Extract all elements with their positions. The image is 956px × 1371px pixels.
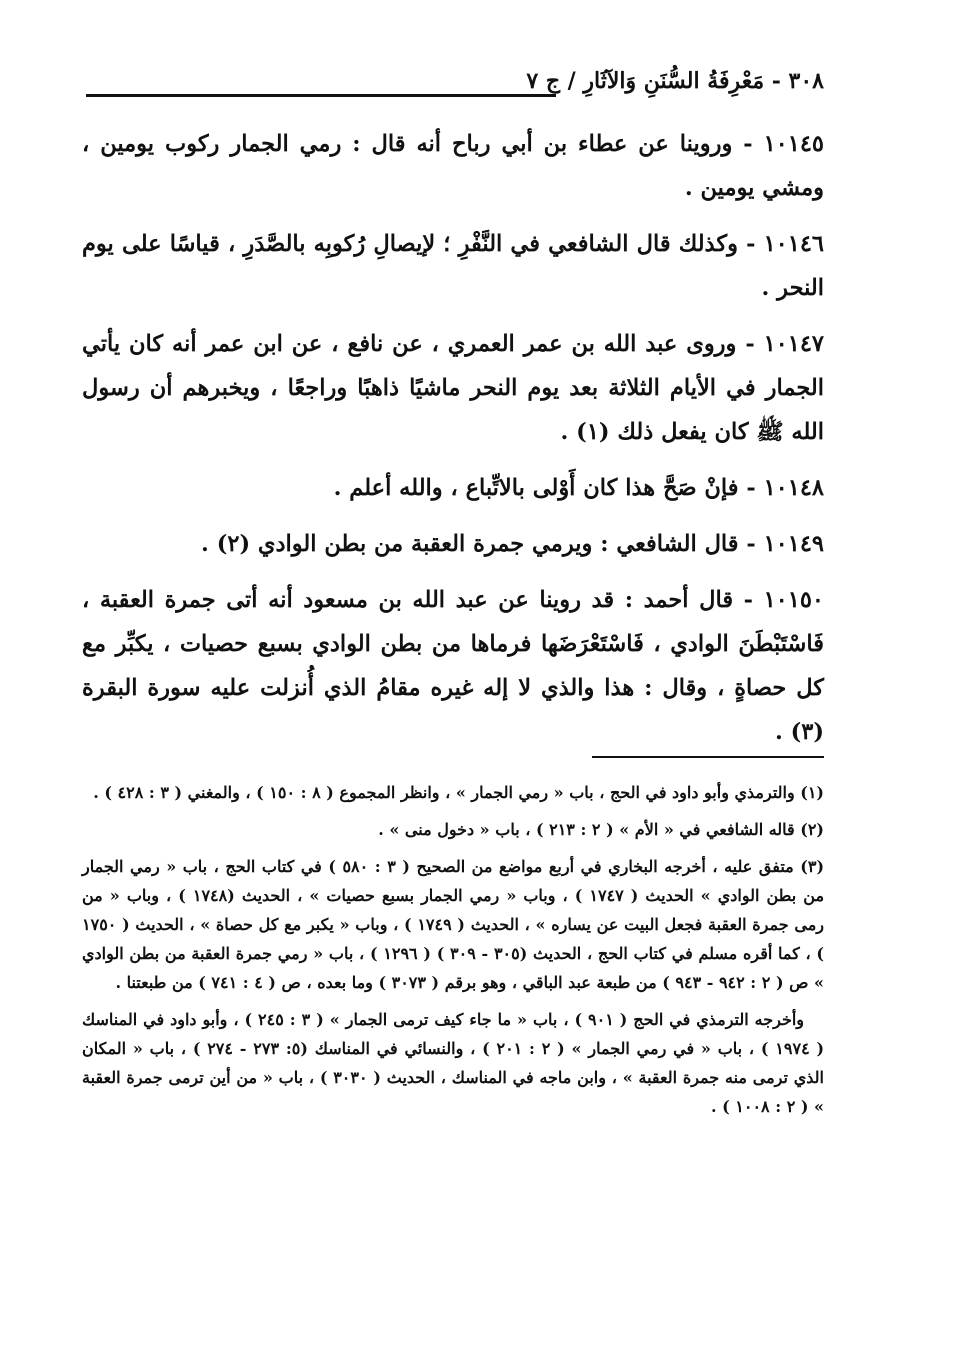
footnotes [82, 778, 824, 1129]
footnote-2: (٢) قاله الشافعي في « الأم » ( ٢ : ٢١٣ ) ، باب « دخول منى » . [378, 820, 824, 839]
paragraph-1147: ١٠١٤٧ - وروى عبد الله بن عمر العمري ، عن نافع ، عن ابن عمر أنه كان يأتي الجمار في الأيام الثلاثة بعد يوم النحر ماشيًا ذاهبًا وراجعًا ، ويخبرهم أن رسول الله ﷺ كان يفعل ذلك (١) . [82, 331, 824, 445]
paragraph-1150: ١٠١٥٠ - قال أحمد : قد روينا عن عبد الله بن مسعود أنه أتى جمرة العقبة ، فَاسْتَبْطَنَ الوادي ، فَاسْتَعْرَضَها فرماها من بطن الوادي بسبع حصيات ، يكبِّر مع كل حصاةٍ ، وقال : هذا والذي لا إله غيره مقامُ الذي أُنزلت عليه سورة البقرة (٣) . [82, 587, 824, 745]
footnote-rule [592, 756, 824, 758]
paragraph-1146: ١٠١٤٦ - وكذلك قال الشافعي في النَّفْرِ ؛ لإيصالِ رُكوبِه بالصَّدَرِ ، قياسًا على يوم النحر . [82, 231, 824, 301]
header-rule [86, 94, 556, 97]
paragraph-1149: ١٠١٤٩ - قال الشافعي : ويرمي جمرة العقبة من بطن الوادي (٢) . [201, 531, 824, 557]
main-text [82, 122, 824, 766]
footnote-3-continued: وأخرجه الترمذي في الحج ( ٩٠١ ) ، باب « ما جاء كيف ترمى الجمار » ( ٣ : ٢٤٥ ) ، وأبو داود في المناسك ( ١٩٧٤ ) ، باب « في رمي الجمار » ( ٢ : ٢٠١ ) ، والنسائي في المناسك (٥: ٢٧٣ - ٢٧٤ ) ، باب « المكان الذي ترمى منه جمرة العقبة » ، وابن ماجه في المناسك ، الحديث ( ٣٠٣٠ ) ، باب « من أين ترمى جمرة العقبة » ( ٢ : ١٠٠٨ ) . [82, 1010, 825, 1116]
footnote-1: (١) والترمذي وأبو داود في الحج ، باب « رمي الجمار » ، وانظر المجموع ( ٨ : ١٥٠ ) ، والمغني ( ٣ : ٤٢٨ ) . [93, 783, 824, 802]
paragraph-1145: ١٠١٤٥ - وروينا عن عطاء بن أبي رباح أنه قال : رمي الجمار ركوب يومين ، ومشي يومين . [82, 131, 824, 201]
footnote-3: (٣) متفق عليه ، أخرجه البخاري في أربع مواضع من الصحيح ( ٣ : ٥٨٠ ) في كتاب الحج ، باب « رمي الجمار من بطن الوادي » الحديث ( ١٧٤٧ ) ، وباب « رمي الجمار بسبع حصيات » ، الحديث (١٧٤٨ ) ، وباب « من رمى جمرة العقبة فجعل البيت عن يساره » ، الحديث ( ١٧٤٩ ) ، وباب « يكبر مع كل حصاة » ، الحديث ( ١٧٥٠ ) ، كما أقره مسلم في كتاب الحج ، الحديث (٣٠٥ - ٣٠٩ ) ( ١٢٩٦ ) ، باب « رمي جمرة العقبة من بطن الوادي » ص ( ٢ : ٩٤٢ - ٩٤٣ ) من طبعة عبد الباقي ، وهو برقم ( ٣٠٧٣ ) وما بعده ، ص ( ٤ : ٧٤١ ) من طبعتنا . [82, 857, 825, 992]
running-header: ٣٠٨ - مَعْرِفَةُ السُّنَنِ وَالآثَارِ / ج ٧ [526, 68, 824, 94]
paragraph-1148: ١٠١٤٨ - فإنْ صَحَّ هذا كان أَوْلى بالاتِّباع ، والله أعلم . [333, 475, 824, 501]
